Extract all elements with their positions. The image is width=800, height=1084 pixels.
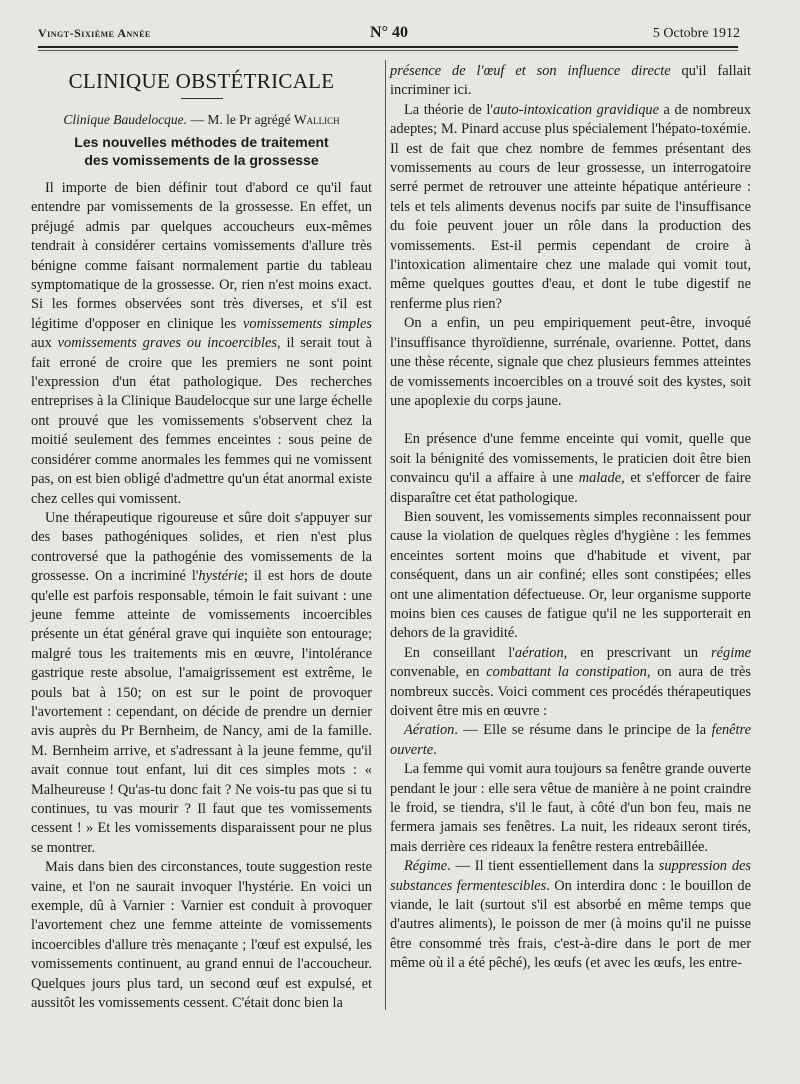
issue-number: N° 40 <box>370 24 408 41</box>
text-run: En conseillant l' <box>404 644 515 661</box>
italic-run: vomissements simples <box>242 315 373 332</box>
text-run: a de nombreux adeptes; M. Pinard accuse plus spécialement l'hépato-toxémie. Il est de fait que chez nombre de femmes présentant des vomissements au cours de leur grossesse, un interrogatoire serré permet de retrouver une atteinte hépatique antérieure : tels et tels aliments devenus nocifs par suite de l'insuffisance du foie peuvent jouer un rôle dans la production des vomissements. Est-il permis cependant de croire à l'intoxication alimentaire chez une malade qui vomit tout, même quelques gouttes d'eau, et dont le tube digestif ne renferme plus rien? <box>390 101 751 312</box>
page-header <box>38 24 740 44</box>
italic-run: présence de l'œuf et son influence directe <box>390 63 671 79</box>
text-run: , il serait tout à fait erroné de croire que les premiers ne sont point l'expression d'un état pathologique. Des recherches entreprises à la Clinique Baudelocque sur une large échelle ont prouvé que les vomissements s'observent chez la moitié seulement des femmes enceintes : sous peine de considérer comme anormales les femmes qui ne vomissent pas, on est bien obligé d'admettre qu'un état anormal existe chez celles qui vomissent. <box>31 335 372 507</box>
text-run: qu'il fallait incriminer ici. <box>390 63 751 99</box>
italic-run: hystérie <box>198 568 244 585</box>
byline <box>31 111 372 129</box>
right-paragraph-3: On a enfin, un peu empiriquement peut-être, invoqué l'insuffisance thyroïdienne, surrénale, ovarienne. Pottet, dans une thèse récente, signale que chez plusieurs femmes atteintes de vomissements incoercibles on a trouvé soit des kystes, soit une apoplexie du corps jaune. <box>390 315 751 409</box>
right-paragraph-1 <box>390 62 751 101</box>
text-run: , et s'efforcer de faire disparaître cet état pathologique. <box>390 470 751 506</box>
byline-clinic: Clinique Baudelocque. <box>63 112 188 127</box>
italic-run: combattant la constipation <box>486 664 647 681</box>
right-paragraph-7 <box>390 721 751 760</box>
section-title: CLINIQUE OBSTÉTRICALE <box>68 69 335 93</box>
text-run: . — Elle se résume dans le principe de la <box>454 722 712 739</box>
right-paragraph-5: Bien souvent, les vomissements simples reconnaissent pour cause la violation de quelques règles d'hygiène : les femmes enceintes sortent moins que d'habitude et vivent, par conséquent, dans un air confiné; elles sont constipées; elles ont une alimentation défectueuse. Or, leur organisme supporte moins bien ces causes de fatigue qu'il ne les supporterait en dehors de la gravidité. <box>390 508 751 642</box>
right-paragraph-9 <box>390 857 751 973</box>
text-run: Il importe de bien définir tout d'abord ce qu'il faut entendre par vomissements de la grossesse. En effet, un préjugé admis par quelques accoucheurs eux-mêmes tendrait à considérer certains vomissements d'allure très bénigne comme faisant normalement partie du tableau symptomatique de la grossesse. Or, rien n'est moins exact. Si les formes observées sont très diverses, et s'il est légitime d'opposer en clinique les <box>31 180 372 332</box>
header-rule-thick <box>38 46 738 48</box>
text-run: , en prescrivant un <box>563 644 712 661</box>
right-paragraph-8: La femme qui vomit aura toujours sa fenêtre grande ouverte pendant le jour : elle sera vêtue de manière à ne point craindre le froid, se tiendra, s'il le faut, à côté d'un bon feu, mais ne fermera jamais ses fenêtres. La nuit, les rideaux seront tirés, mais derrière ces rideaux la fenêtre restera entrebâillée. <box>390 761 751 855</box>
byline-author: Wallich <box>293 112 340 127</box>
text-run: La théorie de l' <box>404 101 493 118</box>
italic-run: suppression des substances fermentescibles <box>390 858 752 894</box>
right-paragraph-6 <box>390 644 751 722</box>
italic-run: régime <box>711 644 751 661</box>
issue-date: 5 Octobre 1912 <box>652 26 740 41</box>
right-paragraph-4 <box>390 430 751 508</box>
text-run: , on aura de très nombreux succès. Voici comment ces procédés thérapeutiques doivent être mis en œuvre : <box>390 664 752 719</box>
column-divider <box>385 60 386 1010</box>
italic-run: auto-intoxication gravidique <box>492 101 659 118</box>
byline-prefix: — M. le Pr agrégé <box>187 112 294 127</box>
left-paragraph-3: Mais dans bien des circonstances, toute suggestion reste vaine, et l'on ne saurait invoquer l'hystérie. En voici un exemple, dû à Varnier : Varnier est conduit à provoquer l'avortement chez une femme atteinte de vomissements incoercibles d'allure très menaçante ; l'œuf est expulsé, les vomissements continuent, au grand ennui de l'accoucheur. Quelques jours plus tard, un second œuf est expulsé, et aussitôt les vomissements cessent. C'était donc bien la <box>31 859 372 1012</box>
article-title-line1: Les nouvelles méthodes de traitement <box>74 134 329 150</box>
italic-run: Régime <box>404 858 448 875</box>
right-column <box>390 62 751 974</box>
right-paragraph-2 <box>390 101 751 314</box>
italic-run: vomissements graves ou incoercibles <box>57 335 277 352</box>
article-title-line2: des vomissements de la grossesse <box>84 152 319 168</box>
header-rule-thin <box>38 50 738 51</box>
italic-run: fenêtre ouverte <box>390 722 751 758</box>
left-column <box>31 62 372 1013</box>
italic-run: aération <box>514 644 564 661</box>
italic-run: malade <box>578 470 622 487</box>
article-title <box>31 133 372 169</box>
text-run: . — Il tient essentiellement dans la <box>447 858 659 875</box>
text-run: ; il est hors de doute qu'elle est parfois responsable, témoin le fait suivant : une jeune femme atteinte de vomissements incoercibles présente un état général grave qui inquiète son entourage; malgré tous les traitements mis en œuvre, l'intolérance gastrique reste absolue, l'amaigrissement est extrême, le pouls bat à 150; on est sur le point de provoquer l'avortement : cependant, on décide de prendre un dernier avis auprès du Pr Bernheim, de Nancy, ami de la famille. M. Bernheim arrive, et s'adressant à la jeune femme, qu'il avait connue tout enfant, lui dit ces simples mots : « Malheureuse ! Qu'as-tu donc fait ? Ne vois-tu pas que si tu continues, tu vas mourir ? Il faut que tes vomissements cessent ! » Et les vomissements disparaissent pour ne plus se montrer. <box>31 568 372 856</box>
text-run: En présence d'une femme enceinte qui vomit, quelle que soit la bénignité des vomissements, le praticien doit être bien convaincu qu'il a affaire à une <box>390 431 751 487</box>
text-run: Une thérapeutique rigoureuse et sûre doit s'appuyer sur des bases pathogéniques solides, et rien n'est plus controversé que la pathogénie des vomissements de la grossesse. On a incriminé l' <box>31 509 372 585</box>
text-run: . On interdira donc : le bouillon de viande, le lait (surtout s'il est absorbé en même temps que d'autres aliments), le poisson de mer (à moins qu'il ne puisse être consommé très frais, c'est-à-dire dans le port de mer même où il a été pêché), les œufs (et avec les œufs, les entre- <box>390 877 751 972</box>
text-run: . <box>433 741 437 758</box>
text-run: aux <box>31 335 58 352</box>
left-paragraph-1 <box>31 179 372 509</box>
text-run: convenable, en <box>390 664 487 681</box>
paragraph-gap <box>390 411 751 430</box>
left-paragraph-2 <box>31 509 372 858</box>
journal-volume: Vingt-Sixième Année <box>38 26 151 40</box>
italic-run: Aération <box>404 722 455 739</box>
title-rule <box>181 98 223 99</box>
